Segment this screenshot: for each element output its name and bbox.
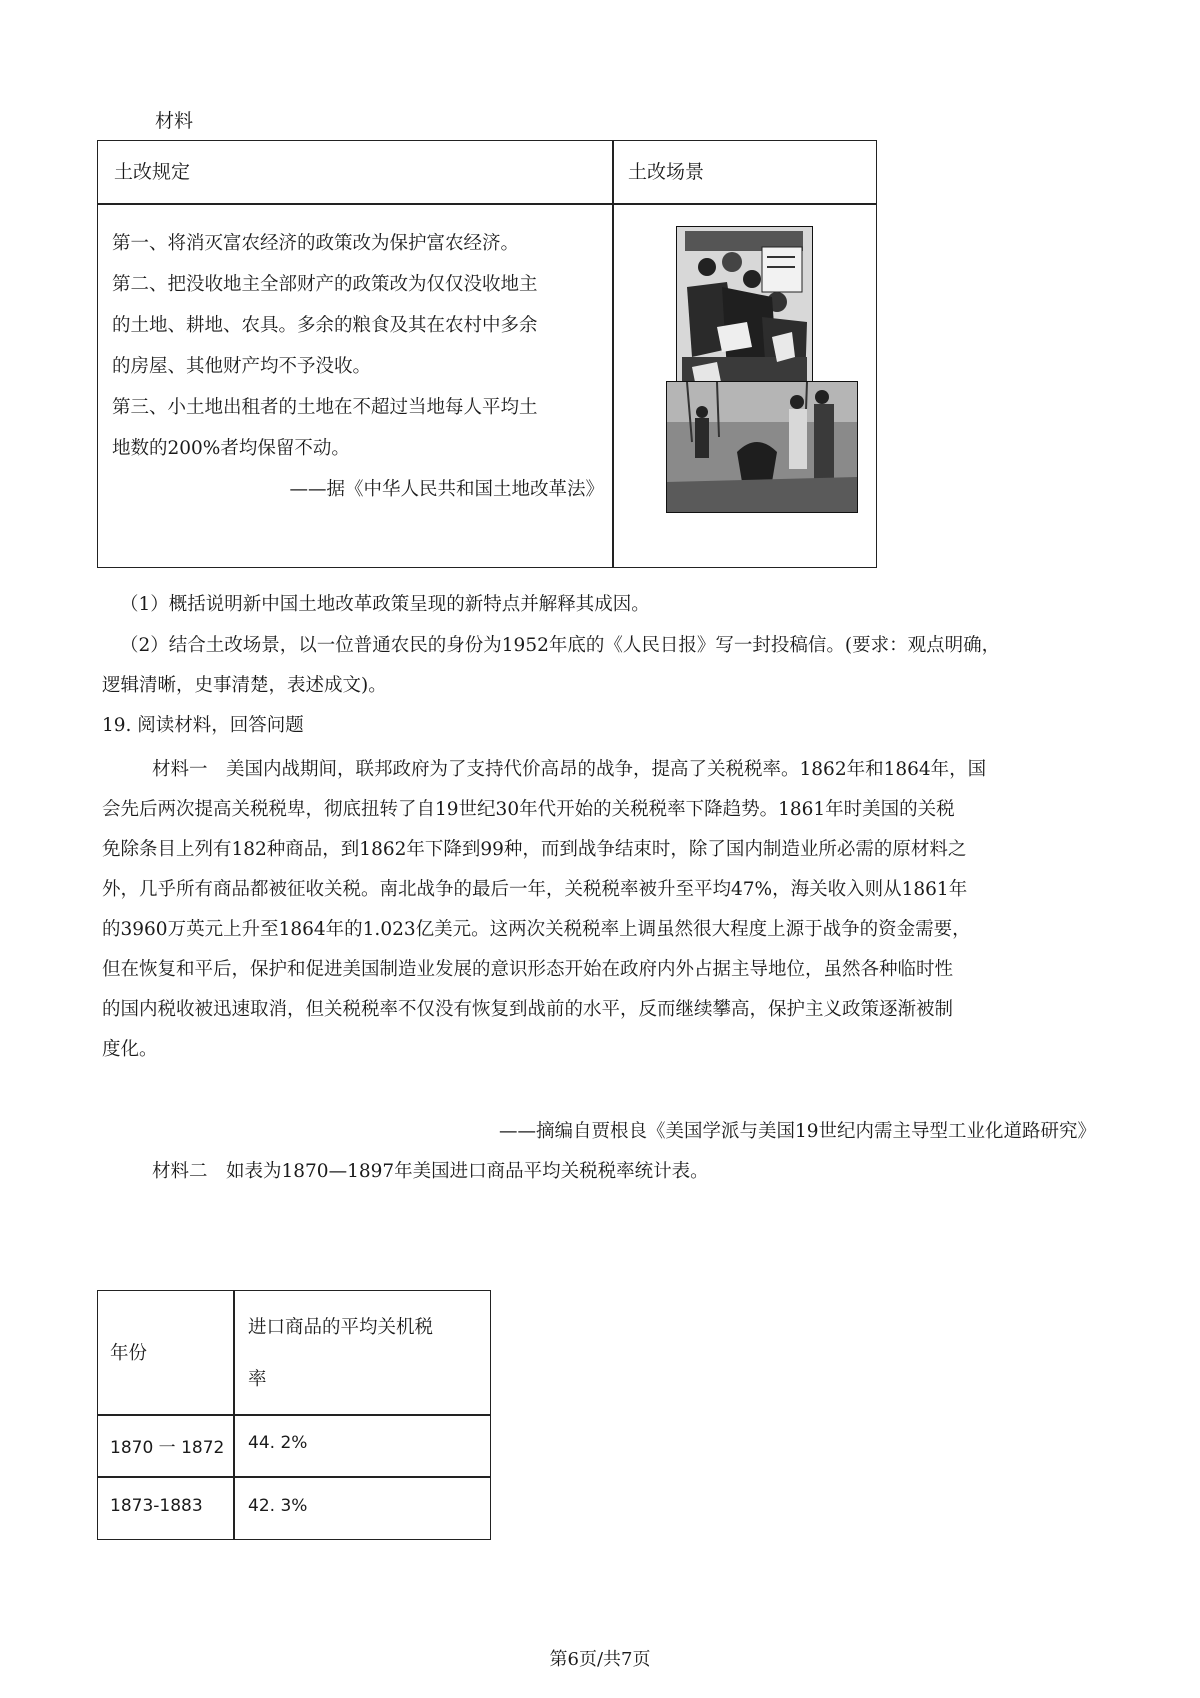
- rule-line: 的土地、耕地、农具。多余的粮食及其在农村中多余: [112, 315, 538, 336]
- land-reform-woodcut-image: [676, 226, 813, 396]
- table-divider: [98, 1476, 490, 1478]
- material-one-line: 免除条目上列有182种商品，到1862年下降到99种，而到战争结束时，除了国内制造业所必需的原材料之: [102, 839, 967, 860]
- rules-source: ——据《中华人民共和国土地改革法》: [289, 479, 604, 500]
- question-19-title: 19. 阅读材料，回答问题: [102, 715, 304, 736]
- header-rate: 进口商品的平均关机税: [248, 1317, 434, 1338]
- header-year: 年份: [110, 1343, 148, 1364]
- material-one-source: ——摘编自贾根良《美国学派与美国19世纪内需主导型工业化道路研究》: [498, 1121, 1096, 1142]
- tariff-table: [97, 1290, 491, 1540]
- header-land-scene: 土改场景: [628, 161, 705, 183]
- table-divider: [98, 1414, 490, 1416]
- material-one-line: 材料一 美国内战期间，联邦政府为了支持代价高昂的战争，提高了关税税率。1862年和1864年，国: [152, 759, 987, 780]
- rule-line: 第一、将消灭富农经济的政策改为保护富农经济。: [112, 233, 520, 254]
- material-one-line: 但在恢复和平后，保护和促进美国制造业发展的意识形态开始在政府内外占据主导地位，虽然各种临时性: [102, 959, 954, 980]
- material-label: 材料: [155, 110, 194, 132]
- header-land-rules: 土改规定: [114, 161, 191, 183]
- land-reform-photo-image: [666, 381, 858, 513]
- material-one-line: 外，几乎所有商品都被征收关税。南北战争的最后一年，关税税率被升至平均47%，海关收入则从1861年: [102, 879, 968, 900]
- question-2-continued: 逻辑清晰，史事清楚，表述成文)。: [102, 675, 387, 696]
- material-one: [102, 750, 1102, 1070]
- material-one-line: 的国内税收被迅速取消，但关税税率不仅没有恢复到战前的水平，反而继续攀高，保护主义政策逐渐被制: [102, 999, 954, 1020]
- material-one-line: 度化。: [102, 1039, 158, 1060]
- land-reform-table: [97, 140, 877, 568]
- material-two-intro: 材料二 如表为1870—1897年美国进口商品平均关税税率统计表。: [152, 1161, 709, 1182]
- land-rules-text: [112, 223, 604, 510]
- rule-line: 地数的200%者均保留不动。: [112, 438, 350, 459]
- table-divider: [98, 203, 876, 205]
- table-divider: [612, 141, 614, 567]
- rule-line: 第三、小土地出租者的土地在不超过当地每人平均土: [112, 397, 538, 418]
- question-1: （1）概括说明新中国土地改革政策呈现的新特点并解释其成因。: [120, 594, 650, 615]
- rule-line: 第二、把没收地主全部财产的政策改为仅仅没收地主: [112, 274, 538, 295]
- rule-line: 的房屋、其他财产均不予没收。: [112, 356, 372, 377]
- page-footer: 第6页/共7页: [549, 1649, 651, 1670]
- material-one-line: 的3960万英元上升至1864年的1.023亿美元。这两次关税税率上调虽然很大程度上源于战争的资金需要，: [102, 919, 971, 940]
- question-2: （2）结合土改场景，以一位普通农民的身份为1952年底的《人民日报》写一封投稿信。(要求：观点明确，: [120, 635, 1001, 656]
- table-cell-year: 1870 一 1872: [110, 1438, 225, 1458]
- header-rate-continued: 率: [248, 1369, 267, 1390]
- material-one-line: 会先后两次提高关税税卑，彻底扭转了自19世纪30年代开始的关税税率下降趋势。1861年时美国的关税: [102, 799, 955, 820]
- table-cell-rate: 44. 2%: [248, 1433, 308, 1453]
- table-cell-year: 1873-1883: [110, 1496, 203, 1516]
- table-cell-rate: 42. 3%: [248, 1496, 308, 1516]
